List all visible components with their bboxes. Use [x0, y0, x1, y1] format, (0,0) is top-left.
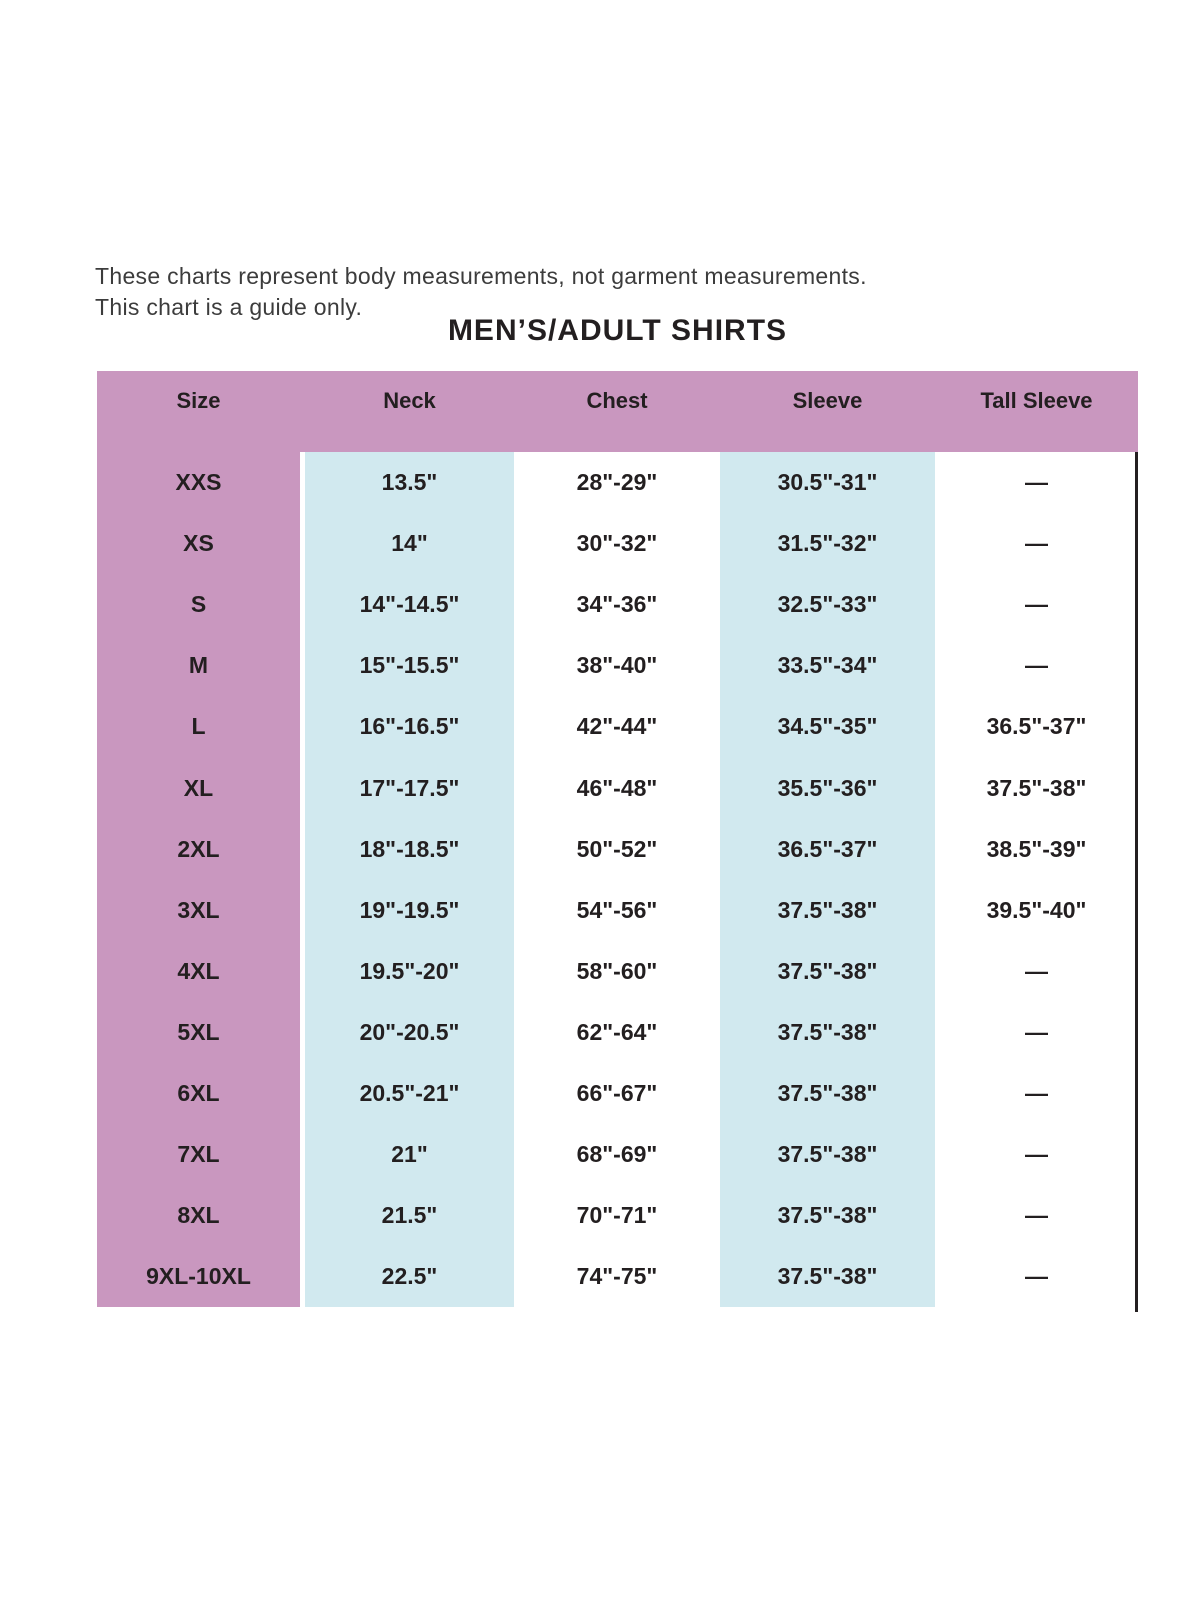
- table-row: [97, 452, 1138, 513]
- chest-cell: 58"-60": [576, 957, 658, 984]
- neck-cell: 20.5"-21": [305, 1063, 514, 1124]
- sleeve-cell: 37.5"-38": [720, 1185, 935, 1246]
- neck-cell: 15"-15.5": [305, 635, 514, 696]
- table-row: [97, 819, 1138, 880]
- sleeve-cell: 34.5"-35": [720, 696, 935, 757]
- table-row: [97, 696, 1138, 757]
- sleeve-cell: 36.5"-37": [720, 819, 935, 880]
- chest-cell: 54"-56": [576, 896, 658, 923]
- tall-sleeve-cell: —: [1025, 1018, 1048, 1045]
- table-row: [97, 1063, 1138, 1124]
- sleeve-cell: 37.5"-38": [720, 941, 935, 1002]
- disclaimer-line-1: These charts represent body measurements, not garment measurements.: [95, 263, 867, 289]
- neck-cell: 16"-16.5": [305, 696, 514, 757]
- neck-cell: 21": [305, 1124, 514, 1185]
- table-row: [97, 1124, 1138, 1185]
- page-title: MEN’S/ADULT SHIRTS: [447, 314, 788, 347]
- sleeve-cell: 37.5"-38": [720, 1246, 935, 1307]
- size-cell: XXS: [97, 452, 300, 513]
- size-cell: 3XL: [97, 880, 300, 941]
- tall-sleeve-cell: —: [1025, 957, 1048, 984]
- neck-cell: 19.5"-20": [305, 941, 514, 1002]
- chest-cell: 68"-69": [576, 1141, 658, 1168]
- sleeve-cell: 35.5"-36": [720, 757, 935, 818]
- chest-cell: 46"-48": [576, 774, 658, 801]
- sleeve-cell: 33.5"-34": [720, 635, 935, 696]
- table-header-row: [97, 371, 1138, 452]
- size-cell: L: [97, 696, 300, 757]
- table-row: [97, 1246, 1138, 1307]
- tall-sleeve-cell: —: [1025, 469, 1048, 496]
- chest-cell: 28"-29": [576, 469, 658, 496]
- size-cell: S: [97, 574, 300, 635]
- size-cell: 9XL-10XL: [97, 1246, 300, 1307]
- column-header-size: Size: [176, 388, 221, 413]
- sleeve-cell: 31.5"-32": [720, 513, 935, 574]
- neck-cell: 19"-19.5": [305, 880, 514, 941]
- sleeve-cell: 30.5"-31": [720, 452, 935, 513]
- chest-cell: 34"-36": [576, 591, 658, 618]
- neck-cell: 14"-14.5": [305, 574, 514, 635]
- sleeve-cell: 37.5"-38": [720, 1002, 935, 1063]
- sleeve-cell: 37.5"-38": [720, 1063, 935, 1124]
- tall-sleeve-cell: —: [1025, 652, 1048, 679]
- tall-sleeve-cell: —: [1025, 1141, 1048, 1168]
- neck-cell: 20"-20.5": [305, 1002, 514, 1063]
- tall-sleeve-cell: 37.5"-38": [986, 774, 1087, 801]
- sleeve-cell: 37.5"-38": [720, 1124, 935, 1185]
- table-row: [97, 574, 1138, 635]
- neck-cell: 21.5": [305, 1185, 514, 1246]
- sleeve-cell: 32.5"-33": [720, 574, 935, 635]
- size-cell: 6XL: [97, 1063, 300, 1124]
- size-cell: 4XL: [97, 941, 300, 1002]
- chest-cell: 42"-44": [576, 713, 658, 740]
- table-row: [97, 880, 1138, 941]
- table-body: [97, 452, 1138, 1307]
- tall-sleeve-cell: —: [1025, 591, 1048, 618]
- chest-cell: 50"-52": [576, 835, 658, 862]
- size-chart-table: [97, 371, 1138, 1307]
- table-row: [97, 757, 1138, 818]
- size-cell: 5XL: [97, 1002, 300, 1063]
- tall-sleeve-cell: 39.5"-40": [986, 896, 1087, 923]
- table-row: [97, 1185, 1138, 1246]
- chest-cell: 38"-40": [576, 652, 658, 679]
- size-cell: XS: [97, 513, 300, 574]
- neck-cell: 13.5": [305, 452, 514, 513]
- tall-sleeve-cell: —: [1025, 1263, 1048, 1290]
- neck-cell: 14": [305, 513, 514, 574]
- size-cell: 8XL: [97, 1185, 300, 1246]
- chest-cell: 62"-64": [576, 1018, 658, 1045]
- tall-sleeve-cell: —: [1025, 1202, 1048, 1229]
- column-header-chest: Chest: [586, 388, 648, 413]
- size-cell: 7XL: [97, 1124, 300, 1185]
- tall-sleeve-cell: 38.5"-39": [986, 835, 1087, 862]
- table-row: [97, 941, 1138, 1002]
- tall-sleeve-cell: —: [1025, 1079, 1048, 1106]
- chest-cell: 74"-75": [576, 1263, 658, 1290]
- neck-cell: 17"-17.5": [305, 757, 514, 818]
- tall-sleeve-cell: —: [1025, 530, 1048, 557]
- disclaimer-line-2: This chart is a guide only.: [95, 294, 363, 320]
- column-header-sleeve: Sleeve: [792, 388, 863, 413]
- sleeve-cell: 37.5"-38": [720, 880, 935, 941]
- chest-cell: 70"-71": [576, 1202, 658, 1229]
- column-header-neck: Neck: [383, 388, 436, 413]
- table-right-border: [1135, 452, 1138, 1312]
- table-row: [97, 513, 1138, 574]
- column-header-tall-sleeve: Tall Sleeve: [980, 388, 1093, 413]
- size-cell: 2XL: [97, 819, 300, 880]
- table-row: [97, 1002, 1138, 1063]
- neck-cell: 18"-18.5": [305, 819, 514, 880]
- chest-cell: 66"-67": [576, 1079, 658, 1106]
- table-row: [97, 635, 1138, 696]
- chest-cell: 30"-32": [576, 530, 658, 557]
- neck-cell: 22.5": [305, 1246, 514, 1307]
- size-cell: XL: [97, 757, 300, 818]
- tall-sleeve-cell: 36.5"-37": [986, 713, 1087, 740]
- size-cell: M: [97, 635, 300, 696]
